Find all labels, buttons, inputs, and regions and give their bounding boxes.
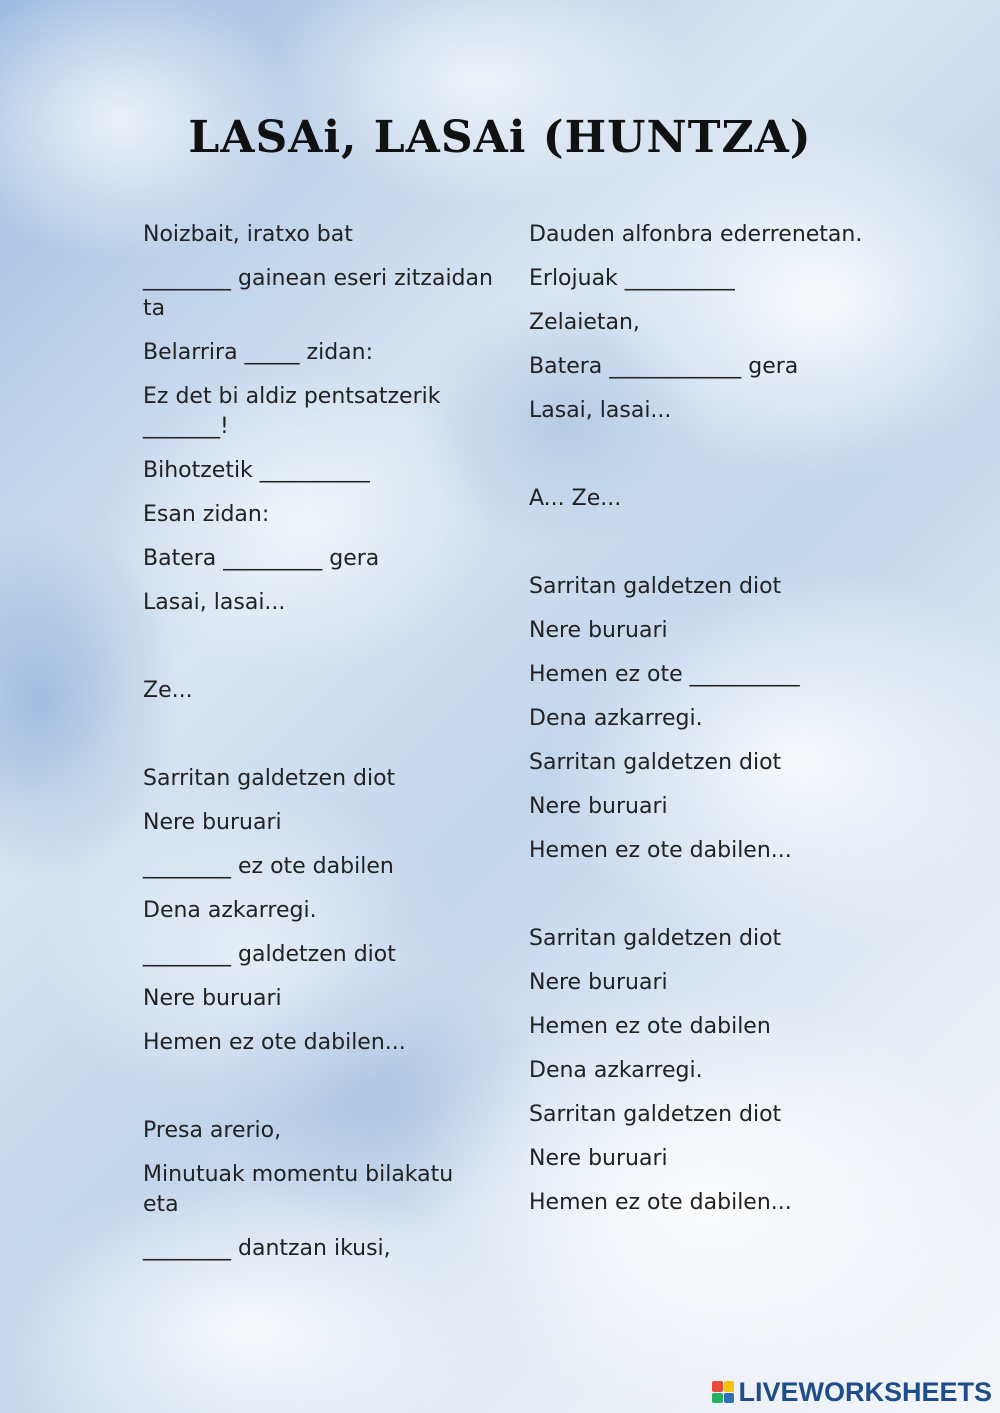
left-lyric-line: Lasai, lasai... xyxy=(143,590,286,615)
right-lyric-line: Hemen ez ote dabilen xyxy=(529,1014,771,1039)
left-lyric-line: Nere buruari xyxy=(143,986,282,1011)
left-lyric-line: Dena azkarregi. xyxy=(143,898,317,923)
lyrics-right-column xyxy=(529,220,879,1232)
left-lyric-line: ________ galdetzen diot xyxy=(143,942,396,967)
right-lyric-line: Hemen ez ote dabilen... xyxy=(529,1190,792,1215)
right-lyric-line: Dauden alfonbra ederrenetan. xyxy=(529,222,863,247)
right-lyric-line: Batera ____________ gera xyxy=(529,354,799,379)
left-stanza-gap xyxy=(143,1072,493,1116)
right-lyric-line: Erlojuak __________ xyxy=(529,266,735,291)
right-lyric-line: Zelaietan, xyxy=(529,310,640,335)
left-lyric-line: Bihotzetik __________ xyxy=(143,458,370,483)
left-lyric-line: Noizbait, iratxo bat xyxy=(143,222,353,247)
logo-square-2 xyxy=(724,1381,735,1392)
liveworksheets-logo xyxy=(712,1377,992,1407)
right-lyric-line: Dena azkarregi. xyxy=(529,706,703,731)
left-lyric-line: ________ gainean eseri zitzaidan ta xyxy=(143,266,493,321)
logo-text: LIVEWORKSHEETS xyxy=(738,1376,992,1407)
right-lyric-line: Sarritan galdetzen diot xyxy=(529,926,782,951)
right-lyric-line: Hemen ez ote __________ xyxy=(529,662,800,687)
left-stanza-gap xyxy=(143,720,493,764)
right-lyric-line: Sarritan galdetzen diot xyxy=(529,1102,782,1127)
left-lyric-line: Sarritan galdetzen diot xyxy=(143,766,396,791)
left-lyric-line: ________ ez ote dabilen xyxy=(143,854,394,879)
left-lyric-line: Hemen ez ote dabilen... xyxy=(143,1030,406,1055)
right-lyric-line: Nere buruari xyxy=(529,618,668,643)
right-stanza-gap xyxy=(529,880,879,924)
right-lyric-line: Sarritan galdetzen diot xyxy=(529,750,782,775)
left-lyric-line: Ez det bi aldiz pentsatzerik _______! xyxy=(143,384,441,439)
right-lyric-line: Sarritan galdetzen diot xyxy=(529,574,782,599)
left-lyric-line: ________ dantzan ikusi, xyxy=(143,1236,391,1261)
logo-square-1 xyxy=(712,1381,723,1392)
right-lyric-line: Hemen ez ote dabilen... xyxy=(529,838,792,863)
right-stanza-gap xyxy=(529,440,879,484)
left-lyric-line: Batera _________ gera xyxy=(143,546,380,571)
left-lyric-line: Nere buruari xyxy=(143,810,282,835)
logo-square-3 xyxy=(712,1393,723,1404)
liveworksheets-logo-icon xyxy=(712,1381,734,1403)
lyrics-left-column xyxy=(143,220,493,1278)
right-lyric-line: Lasai, lasai... xyxy=(529,398,672,423)
right-lyric-line: Dena azkarregi. xyxy=(529,1058,703,1083)
left-lyric-line: Minutuak momentu bilakatu eta xyxy=(143,1162,454,1217)
left-lyric-line: Ze... xyxy=(143,678,193,703)
left-stanza-gap xyxy=(143,632,493,676)
page-title: LASAi, LASAi (HUNTZA) xyxy=(188,112,812,163)
left-lyric-line: Belarrira _____ zidan: xyxy=(143,340,374,365)
right-lyric-line: Nere buruari xyxy=(529,794,668,819)
logo-square-4 xyxy=(724,1393,735,1404)
right-lyric-line: Nere buruari xyxy=(529,970,668,995)
right-lyric-line: A... Ze... xyxy=(529,486,622,511)
left-lyric-line: Esan zidan: xyxy=(143,502,270,527)
right-lyric-line: Nere buruari xyxy=(529,1146,668,1171)
left-lyric-line: Presa arerio, xyxy=(143,1118,282,1143)
right-stanza-gap xyxy=(529,528,879,572)
